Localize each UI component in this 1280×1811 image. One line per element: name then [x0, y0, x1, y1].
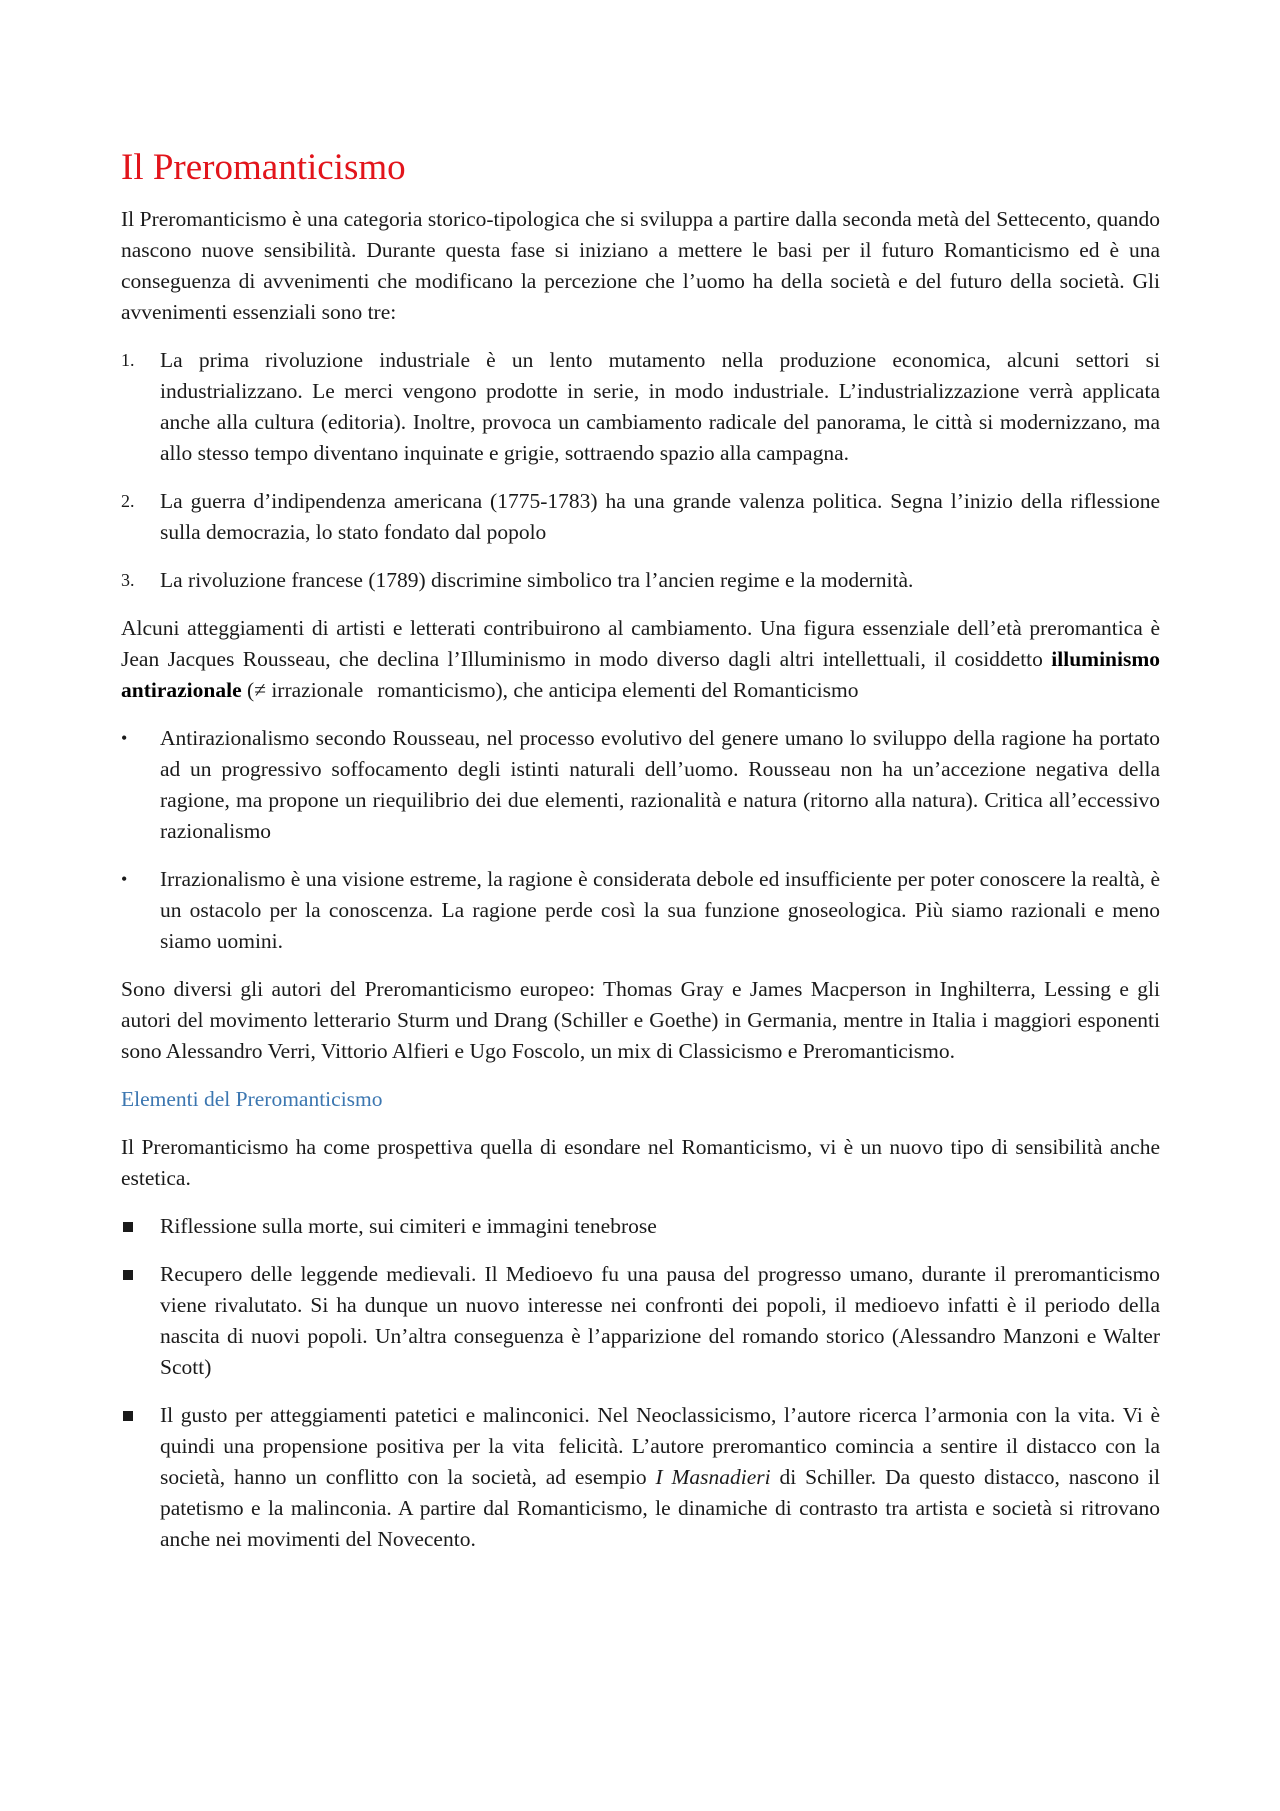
- list-item-text: Recupero delle leggende medievali. Il Medioevo fu una pausa del progresso umano, durante il preromanticismo viene rivalutato. Si ha dunque un nuovo interesse nei confronti dei popoli, il medioevo infatti è il periodo della nascita di nuovi popoli. Un’altra conseguenza è l’apparizione del romando storico (Alessandro Manzoni e Walter Scott): [160, 1262, 1160, 1379]
- bullet-icon: •: [121, 869, 128, 889]
- page-title: Il Preromanticismo: [121, 147, 406, 188]
- rousseau-text-middle: (≠ irrazionale: [241, 678, 364, 702]
- list-number: 2.: [121, 491, 135, 511]
- list-item: [121, 864, 1160, 957]
- list-number: 1.: [121, 350, 135, 370]
- list-item-text: La prima rivoluzione industriale è un lento mutamento nella produzione economica, alcuni settori si industrializzano. Le merci vengono prodotte in serie, in modo industriale. L’industrializzazione verrà applicata anche alla cultura (editoria). Inoltre, provoca un cambiamento radicale del panorama, le città si modernizzano, ma allo stesso tempo diventano inquinate e grigie, sottraendo spazio alla campagna.: [160, 348, 1160, 465]
- square-bullet-icon: [123, 1270, 133, 1280]
- section-heading: Elementi del Preromanticismo: [121, 1087, 383, 1111]
- list-item: [121, 565, 1160, 596]
- list-item-text: Irrazionalismo è una visione estreme, la ragione è considerata debole ed insufficiente per poter conoscere la realtà, è un ostacolo per la conoscenza. La ragione perde così la sua funzione gnoseologica. Più siamo razionali e meno siamo uomini.: [160, 867, 1160, 953]
- list-item: [121, 486, 1160, 548]
- list-item-text: Riflessione sulla morte, sui cimiteri e immagini tenebrose: [160, 1214, 657, 1238]
- list-item: [121, 1400, 1160, 1555]
- list-item: [121, 1259, 1160, 1383]
- elements-list: [121, 1211, 1160, 1555]
- list-item-text: felicità. L’autore preromantico comincia a sentire il distacco con la società, hanno un conflitto con la società, ad esempio: [160, 1434, 1160, 1489]
- list-item-text: La guerra d’indipendenza americana (1775-1783) ha una grande valenza politica. Segna l’inizio della riflessione sulla democrazia, lo stato fondato dal popolo: [160, 489, 1160, 544]
- list-item-text: Antirazionalismo secondo Rousseau, nel processo evolutivo del genere umano lo sviluppo della ragione ha portato ad un progressivo soffocamento degli istinti naturali dell’uomo. Rousseau non ha un’accezione negativa della ragione, ma propone un riequilibrio dei due elementi, razionalità e natura (ritorno alla natura). Critica all’eccessivo razionalismo: [160, 726, 1160, 843]
- square-bullet-icon: [123, 1411, 133, 1421]
- list-item: [121, 1211, 1160, 1242]
- bold-term: illuminismo antirazionale: [121, 647, 1160, 702]
- concepts-list: [121, 723, 1160, 957]
- list-number: 3.: [121, 570, 135, 590]
- rousseau-text-before: Alcuni atteggiamenti di artisti e letterati contribuirono al cambiamento. Una figura essenziale dell’età preromantica è Jean Jacques Rousseau, che declina l’Illuminismo in modo diverso dagli altri intellettuali, il cosiddetto: [121, 616, 1160, 671]
- list-item: [121, 345, 1160, 469]
- list-item-text: Il gusto per atteggiamenti patetici e malinconici. Nel Neoclassicismo, l’autore ricerca l’armonia con la vita. Vi è quindi una propensione positiva per la vita: [160, 1403, 1160, 1458]
- rousseau-paragraph: [121, 613, 1160, 706]
- authors-paragraph: Sono diversi gli autori del Preromanticismo europeo: Thomas Gray e James Macperson in Inghilterra, Lessing e gli autori del movimento letterario Sturm und Drang (Schiller e Goethe) in Germania, mentre in Italia i maggiori esponenti sono Alessandro Verri, Vittorio Alfieri e Ugo Foscolo, un mix di Classicismo e Preromanticismo.: [121, 977, 1160, 1063]
- section-intro-paragraph: Il Preromanticismo ha come prospettiva quella di esondare nel Romanticismo, vi è un nuovo tipo di sensibilità anche estetica.: [121, 1135, 1160, 1190]
- list-item-text: La rivoluzione francese (1789) discrimine simbolico tra l’ancien regime e la modernità.: [160, 568, 914, 592]
- rousseau-text-after: romanticismo), che anticipa elementi del Romanticismo: [377, 678, 859, 702]
- intro-paragraph: Il Preromanticismo è una categoria storico-tipologica che si sviluppa a partire dalla seconda metà del Settecento, quando nascono nuove sensibilità. Durante questa fase si iniziano a mettere le basi per il futuro Romanticismo ed è una conseguenza di avvenimenti che modificano la percezione che l’uomo ha della società e del futuro della società. Gli avvenimenti essenziali sono tre:: [121, 207, 1160, 324]
- document-page: [121, 146, 1160, 1572]
- bullet-icon: •: [121, 728, 128, 748]
- events-list: [121, 345, 1160, 596]
- square-bullet-icon: [123, 1222, 133, 1232]
- italic-title: I Masnadieri: [655, 1465, 771, 1489]
- list-item-text: di Schiller. Da questo distacco, nascono il patetismo e la malinconia. A partire dal Romanticismo, le dinamiche di contrasto tra artista e società si ritrovano anche nei movimenti del Novecento.: [160, 1465, 1161, 1551]
- list-item: [121, 723, 1160, 847]
